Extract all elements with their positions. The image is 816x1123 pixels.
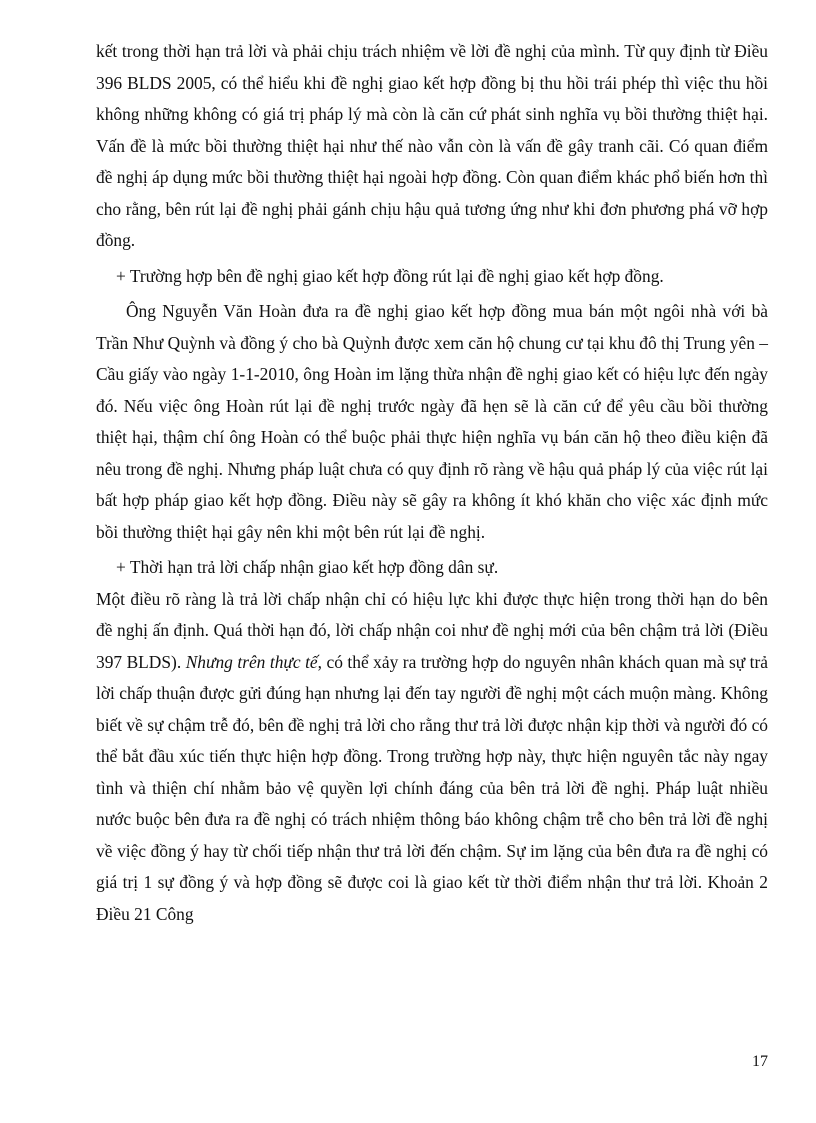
paragraph-response-deadline-heading: + Thời hạn trả lời chấp nhận giao kết hợp đồng dân sự. — [116, 557, 499, 577]
page-number: 17 — [752, 1053, 768, 1070]
paragraph-continuation: kết trong thời hạn trả lời và phải chịu trách nhiệm về lời đề nghị của mình. Từ quy định từ Điều 396 BLDS 2005, có thể hiểu khi đề nghị giao kết hợp đồng bị thu hồi trái phép thì việc thu hồi không những không có giá trị pháp lý mà còn là căn cứ phát sinh nghĩa vụ bồi thường thiệt hại. Vấn đề là mức bồi thường thiệt hại như thế nào vẫn còn là vấn đề gây tranh cãi. Có quan điểm đề nghị áp dụng mức bồi thường thiệt hại ngoài hợp đồng. Còn quan điểm khác phổ biến hơn thì cho rằng, bên rút lại đề nghị phải gánh chịu hậu quả tương ứng như khi đơn phương phá vỡ hợp đồng. — [96, 41, 768, 250]
paragraph-late-acceptance-part-2: , có thể xảy ra trường hợp do nguyên nhân khách quan mà sự trả lời chấp thuận được gửi đúng hạn nhưng lại đến tay người đề nghị một cách muộn màng. Không biết về sự chậm trễ đó, bên đề nghị trả lời cho rằng thư trả lời được nhận kịp thời và người đó có thể bắt đầu xúc tiến thực hiện hợp đồng. Trong trường hợp này, thực hiện nguyên tắc này ngay tình và thiện chí nhằm bảo vệ quyền lợi chính đáng của bên trả lời đề nghị. Pháp luật nhiều nước buộc bên đưa ra đề nghị có trách nhiệm thông báo không chậm trễ cho bên trả lời đề nghị về việc đồng ý hay từ chối tiếp nhận thư trả lời đến chậm. Sự im lặng của bên đưa ra đề nghị có giá trị 1 sự đồng ý và hợp đồng sẽ được coi là giao kết từ thời điểm nhận thư trả lời. Khoản 2 Điều 21 Công — [96, 651, 769, 924]
paragraph-withdrawal-heading: + Trường hợp bên đề nghị giao kết hợp đồng rút lại đề nghị giao kết hợp đồng. — [116, 265, 664, 286]
paragraph-late-acceptance-part-1: Một điều rõ ràng là trả lời chấp nhận chỉ có hiệu lực khi được thực hiện trong thời hạn do bên đề nghị ấn định. Quá thời hạn đó, lời chấp nhận coi như đề nghị mới của bên chậm trả lời (Điều 397 BLDS). — [96, 588, 768, 672]
document-page — [96, 36, 768, 930]
paragraph-late-acceptance-italic: Nhưng trên thực tế — [185, 651, 318, 672]
paragraph-example-case: Ông Nguyễn Văn Hoàn đưa ra đề nghị giao kết hợp đồng mua bán một ngôi nhà với bà Trần Như Quỳnh và đồng ý cho bà Quỳnh được xem căn hộ chung cư tại khu đô thị Trung yên – Cầu giấy vào ngày 1-1-2010, ông Hoàn im lặng thừa nhận đề nghị giao kết có hiệu lực đến ngày đó. Nếu việc ông Hoàn rút lại đề nghị trước ngày đã hẹn sẽ là căn cứ để yêu cầu bồi thường thiệt hại, thậm chí ông Hoàn có thể buộc phải thực hiện nghĩa vụ bán căn hộ theo điều kiện đã nêu trong đề nghị. Nhưng pháp luật chưa có quy định rõ ràng về hậu quả pháp lý của việc rút lại bất hợp pháp giao kết hợp đồng. Điều này sẽ gây ra không ít khó khăn cho việc xác định mức bồi thường thiệt hại gây nên khi một bên rút lại đề nghị. — [96, 301, 768, 542]
paragraph-late-acceptance — [96, 584, 768, 931]
